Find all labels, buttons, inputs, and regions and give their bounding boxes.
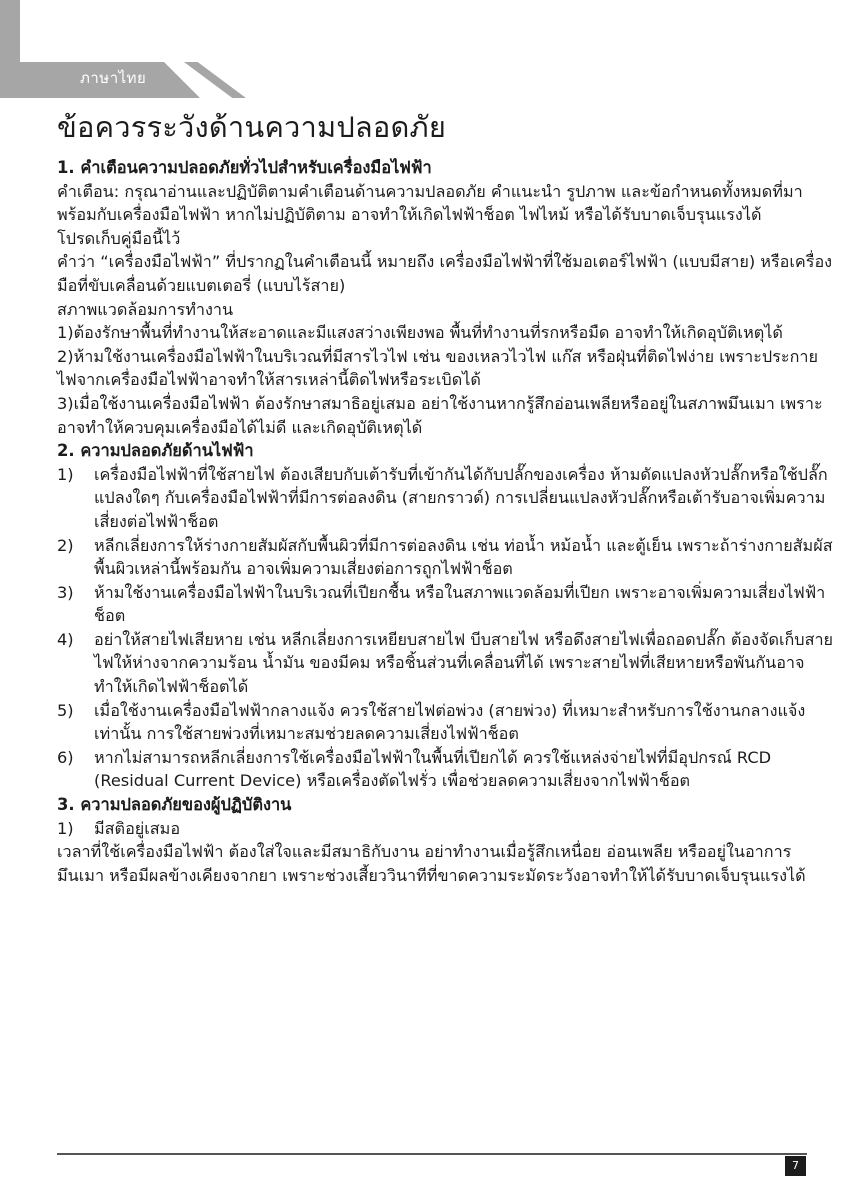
list-item-text: เมื่อใช้งานเครื่องมือไฟฟ้ากลางแจ้ง ควรใช้สายไฟต่อพ่วง (สายพ่วง) ที่เหมาะสำหรับการใช้งานกลางแจ้งเท่านั้น การใช้สายพ่วงที่เหมาะสมช่วยลดความเสี่ยงไฟฟ้าช็อต: [94, 700, 806, 744]
section-1-heading: 1. คำเตือนความปลอดภัยทั่วไปสำหรับเครื่องมือไฟฟ้า: [57, 158, 432, 177]
operator-safety-list: [57, 817, 837, 841]
list-item: [57, 699, 837, 746]
list-item-text: เครื่องมือไฟฟ้าที่ใช้สายไฟ ต้องเสียบกับเต้ารับที่เข้ากันได้กับปลั๊กของเครื่อง ห้ามดัดแปลงหัวปลั๊กหรือใช้ปลั๊กแปลงใดๆ กับเครื่องมือไฟฟ้าที่มีการต่อลงดิน (สายกราวด์) การเปลี่ยนแปลงหัวปลั๊กหรือเต้ารับอาจเพิ่มความเสี่ยงต่อไฟฟ้าช็อต: [94, 464, 828, 531]
section-3-heading: 3. ความปลอดภัยของผู้ปฏิบัติงาน: [57, 795, 292, 815]
keep-manual-note: โปรดเก็บคู่มือนี้ไว้: [57, 228, 181, 248]
list-number: 1): [57, 818, 74, 838]
page-number: 7: [785, 1156, 806, 1176]
environment-item-1: 1)ต้องรักษาพื้นที่ทำงานให้สะอาดและมีแสงสว่างเพียงพอ พื้นที่ทำงานที่รกหรือมืด อาจทำให้เกิดอุบัติเหตุได้: [57, 323, 783, 343]
list-number: 1): [57, 464, 74, 484]
list-item-text: อย่าให้สายไฟเสียหาย เช่น หลีกเลี่ยงการเหยียบสายไฟ บีบสายไฟ หรือดึงสายไฟเพื่อถอดปลั๊ก ต้องจัดเก็บสายไฟให้ห่างจากความร้อน น้ำมัน ของมีคม หรือชิ้นส่วนที่เคลื่อนที่ได้ เพราะสายไฟที่เสียหายหรือพันกันอาจทำให้เกิดไฟฟ้าช็อตได้: [94, 629, 834, 697]
work-environment-subheading: สภาพแวดล้อมการทำงาน: [57, 299, 234, 319]
list-item-text: หากไม่สามารถหลีกเลี่ยงการใช้เครื่องมือไฟฟ้าในพื้นที่เปียกได้ ควรใช้แหล่งจ่ายไฟที่มีอุปกรณ์ RCD (Residual Current Device) หรือเครื่องตัดไฟรั่ว เพื่อช่วยลดความเสี่ยงจากไฟฟ้าช็อต: [94, 747, 772, 791]
electrical-safety-list: [57, 463, 837, 793]
definition-paragraph: คำว่า “เครื่องมือไฟฟ้า” ที่ปรากฏในคำเตือนนี้ หมายถึง เครื่องมือไฟฟ้าที่ใช้มอเตอร์ไฟฟ้า (แบบมีสาย) หรือเครื่องมือที่ขับเคลื่อนด้วยแบตเตอรี่ (แบบไร้สาย): [57, 252, 833, 295]
list-number: 2): [57, 535, 74, 555]
list-item-text: หลีกเลี่ยงการให้ร่างกายสัมผัสกับพื้นผิวที่มีการต่อลงดิน เช่น ท่อน้ำ หม้อน้ำ และตู้เย็น เพราะถ้าร่างกายสัมผัสพื้นผิวเหล่านี้พร้อมกัน อาจเพิ่มความเสี่ยงต่อการถูกไฟฟ้าช็อต: [94, 535, 833, 579]
list-number: 3): [57, 582, 74, 602]
list-item: [57, 746, 837, 793]
alertness-paragraph: เวลาที่ใช้เครื่องมือไฟฟ้า ต้องใส่ใจและมีสมาธิกับงาน อย่าทำงานเมื่อรู้สึกเหนื่อย อ่อนเพลีย หรืออยู่ในอาการมึนเมา หรือมีผลข้างเคียงจากยา เพราะช่วงเสี้ยววินาทีที่ขาดความระมัดระวังอาจทำให้ได้รับบาดเจ็บรุนแรงได้: [57, 842, 806, 885]
environment-item-3: 3)เมื่อใช้งานเครื่องมือไฟฟ้า ต้องรักษาสมาธิอยู่เสมอ อย่าใช้งานหากรู้สึกอ่อนเพลียหรืออยู่ในสภาพมึนเมา เพราะอาจทำให้ควบคุมเครื่องมือได้ไม่ดี และเกิดอุบัติเหตุได้: [57, 393, 823, 437]
list-item-text: มีสติอยู่เสมอ: [94, 818, 181, 838]
warning-paragraph: คำเตือน: กรุณาอ่านและปฏิบัติตามคำเตือนด้านความปลอดภัย คำแนะนำ รูปภาพ และข้อกำหนดทั้งหมดที่มาพร้อมกับเครื่องมือไฟฟ้า หากไม่ปฏิบัติตาม อาจทำให้เกิดไฟฟ้าช็อต ไฟไหม้ หรือได้รับบาดเจ็บรุนแรงได้: [57, 181, 803, 225]
list-item: [57, 581, 837, 628]
list-item: [57, 463, 837, 534]
list-item: [57, 817, 837, 841]
language-label: ภาษาไทย: [80, 69, 147, 87]
footer-divider: [57, 1153, 807, 1155]
page-title: ข้อควรระวังด้านความปลอดภัย: [57, 110, 447, 144]
list-number: 6): [57, 747, 74, 767]
list-number: 4): [57, 629, 74, 649]
environment-item-2: 2)ห้ามใช้งานเครื่องมือไฟฟ้าในบริเวณที่มีสารไวไฟ เช่น ของเหลวไวไฟ แก๊ส หรือฝุ่นที่ติดไฟง่าย เพราะประกายไฟจากเครื่องมือไฟฟ้าอาจทำให้สารเหล่านี้ติดไฟหรือระเบิดได้: [57, 346, 818, 390]
list-item-text: ห้ามใช้งานเครื่องมือไฟฟ้าในบริเวณที่เปียกชื้น หรือในสภาพแวดล้อมที่เปียก เพราะอาจเพิ่มความเสี่ยงไฟฟ้าช็อต: [94, 582, 826, 626]
list-item: [57, 628, 837, 699]
section-2-heading: 2. ความปลอดภัยด้านไฟฟ้า: [57, 441, 254, 461]
list-item: [57, 534, 837, 581]
document-body: [57, 156, 837, 887]
list-number: 5): [57, 700, 74, 720]
